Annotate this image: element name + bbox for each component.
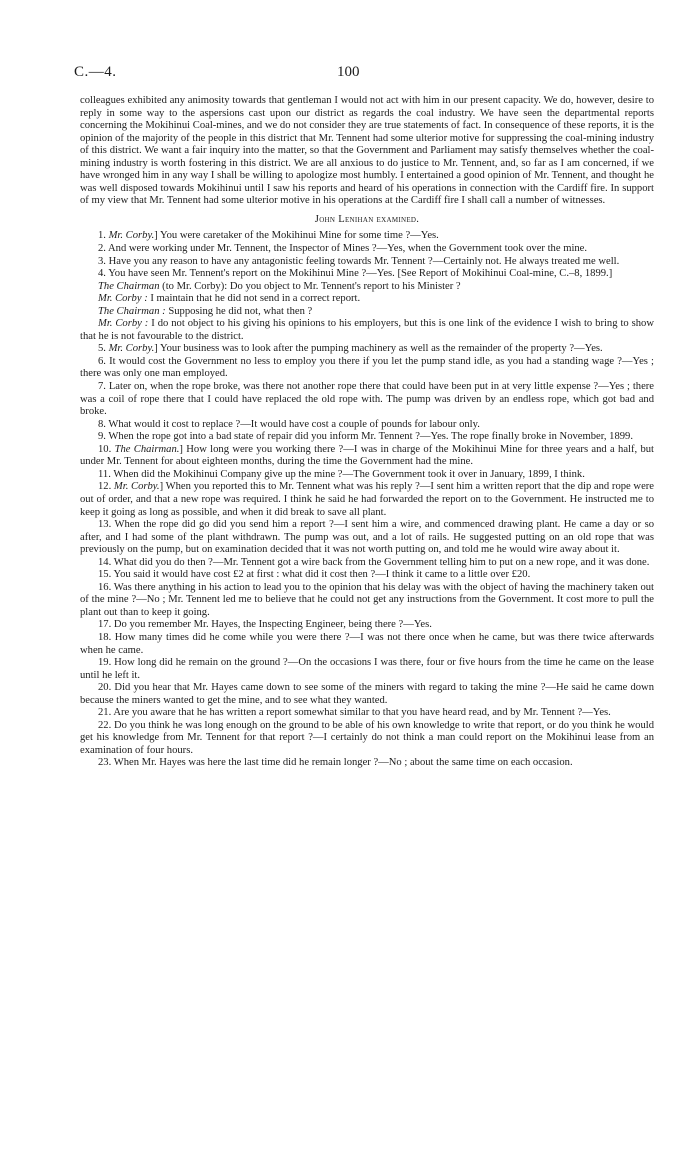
testimony-text: Are you aware that he has written a report somewhat similar to that you have heard read, and by Mr. Tennent ?—Yes. (113, 707, 611, 719)
intro-paragraph: colleagues exhibited any animosity towards that gentleman I would not act with him in our present capacity. We do, however, desire to reply in some way to the aspersions cast upon our district as regards the coal industry. We have seen the departmental reports concerning the Mokihinui Coal-mines, and we do not consider they are true statements of fact. In consequence of these reports, it is the opinion of the majority of the people in this district that Mr. Tennent had some ulterior motive for suppressing the coal-mining industry of this district. We want a fair inquiry into the matter, so that the Government and Parliament may satisfy themselves whether the coal-mining industry is worth fostering in this district. We are all anxious to do justice to Mr. Tennent, and, so far as I am concerned, if we have wronged him in any way I shall be willing to apologize most humbly. I entertained a good opinion of Mr. Tennent, and thought he was well disposed towards Mokihinui until I saw his reports and heard of his operations in connection with the Cardiff fire. In support of my view that Mr. Tennent had some ulterior motive in his operations at the Cardiff fire I shall call a number of witnesses. (80, 95, 654, 207)
testimony-paragraph (80, 469, 654, 482)
testimony-paragraph (80, 569, 654, 582)
testimony-paragraph (80, 356, 654, 381)
testimony-paragraph (80, 682, 654, 707)
question-number: 17. (98, 619, 114, 631)
question-number: 14. (98, 556, 114, 568)
testimony-paragraph (80, 582, 654, 620)
document-reference: C.—4. (74, 64, 117, 80)
testimony-text: What would it cost to replace ?—It would have cost a couple of pounds for labour only. (108, 418, 480, 430)
testimony-paragraph (80, 757, 654, 770)
testimony-list (80, 230, 654, 770)
testimony-text: Was there anything in his action to lead you to the opinion that his delay was with the object of having the machinery taken out of the mine ?—No ; Mr. Tennent led me to believe that he could not get any instructions from the Government. It cost more to pull the plant out than to keep it going. (80, 581, 654, 618)
testimony-text: ] When you reported this to Mr. Tennent what was his reply ?—I sent him a written report that the dip and rope were out of order, and that a new rope was required. I think he said he had forwarded the report on to the Government. He instructed me to keep it going as long as possible, and when it did break to save all plant. (80, 481, 654, 518)
question-number: 9. (98, 431, 109, 443)
testimony-paragraph (80, 707, 654, 720)
testimony-paragraph (80, 632, 654, 657)
testimony-text: You have seen Mr. Tennent's report on the Mokihinui Mine ?—Yes. [See Report of Mokihinui Coal-mine, C.–8, 1899.] (108, 268, 613, 280)
question-number: 13. (98, 519, 115, 531)
speaker-name: The Chairman : (98, 305, 166, 317)
question-number: 3. (98, 255, 109, 267)
testimony-paragraph (80, 256, 654, 269)
testimony-paragraph (80, 519, 654, 557)
question-number: 19. (98, 657, 115, 669)
testimony-paragraph (80, 444, 654, 469)
question-number: 22. (98, 719, 114, 731)
speaker-name: The Chairman. (114, 443, 180, 455)
testimony-paragraph (80, 481, 654, 519)
question-number: 11. (98, 468, 114, 480)
question-number: 4. (98, 268, 109, 280)
question-number: 1. (98, 230, 109, 242)
testimony-paragraph (80, 268, 654, 281)
question-number: 15. (98, 569, 114, 581)
testimony-text: How long did he remain on the ground ?—On the occasions I was there, four or five hours from the time he came on the lease until he left it. (80, 657, 655, 681)
document-body (80, 95, 654, 770)
testimony-text: Did you hear that Mr. Hayes came down to see some of the miners with regard to taking the mine ?—He said he came down because the miners wanted to get the mine, and to see what they wanted. (80, 682, 655, 706)
question-number: 8. (98, 418, 109, 430)
question-number: 20. (98, 682, 115, 694)
speaker-name: Mr. Corby : (98, 318, 149, 330)
question-number: 18. (98, 631, 115, 643)
testimony-text: Supposing he did not, what then ? (165, 305, 313, 317)
question-number: 2. (98, 243, 109, 255)
question-number: 12. (98, 481, 114, 493)
testimony-paragraph (80, 306, 654, 319)
testimony-paragraph (80, 381, 654, 419)
testimony-paragraph (80, 318, 654, 343)
testimony-text: Do you remember Mr. Hayes, the Inspecting Engineer, being there ?—Yes. (113, 619, 432, 631)
testimony-text: And were working under Mr. Tennent, the Inspector of Mines ?—Yes, when the Government took over the mine. (108, 243, 588, 255)
testimony-paragraph (80, 243, 654, 256)
testimony-text: ] You were caretaker of the Mokihinui Mine for some time ?—Yes. (154, 230, 439, 242)
testimony-text: I do not object to his giving his opinions to his employers, but this is one link of the evidence I wish to bring to show that he is not favourable to the district. (80, 318, 654, 342)
testimony-text: How many times did he come while you were there ?—I was not there once when he came, but was there twice afterwards when he came. (80, 631, 654, 656)
testimony-text: Later on, when the rope broke, was there not another rope there that could have been put in at very little expense ?—Yes ; there was a coil of rope there that I could have replaced the old rope with. The pump was driven by an endless rope, which got bad and broke. (80, 381, 654, 418)
question-number: 10. (98, 443, 115, 455)
testimony-paragraph (80, 419, 654, 432)
testimony-text: (to Mr. Corby): Do you object to Mr. Tennent's report to his Minister ? (159, 280, 461, 292)
question-number: 5. (98, 343, 109, 355)
testimony-text: When the rope did go did you send him a report ?—I sent him a wire, and commenced drawing plant. He came a day or so after, and I had some of the plant withdrawn. The pump was out, and a lot of rails. He suggested putting on an old rope that was previously on the pump, but on examination decided that it was not worth putting on, and told me he would wire away about it. (80, 519, 654, 556)
testimony-paragraph (80, 619, 654, 632)
testimony-text: ] How long were you working there ?—I was in charge of the Mokihinui Mine for three years and a half, but under Mr. Tennent for about eighteen months, during the time the Government had the mine. (80, 443, 654, 468)
testimony-paragraph (80, 293, 654, 306)
testimony-paragraph (80, 343, 654, 356)
speaker-name: Mr. Corby. (108, 343, 155, 355)
testimony-paragraph (80, 230, 654, 243)
speaker-name: Mr. Corby. (113, 481, 160, 493)
testimony-text: I maintain that he did not send in a correct report. (147, 293, 361, 305)
testimony-paragraph (80, 657, 654, 682)
question-number: 21. (98, 707, 114, 719)
testimony-text: It would cost the Government no less to employ you there if you let the pump stand idle, as you had a standing wage ?—Yes ; there was only one man employed. (80, 355, 654, 380)
testimony-paragraph (80, 720, 654, 758)
testimony-text: ] Your business was to look after the pumping machinery as well as the remainder of the property ?—Yes. (154, 343, 603, 355)
testimony-text: When Mr. Hayes was here the last time did he remain longer ?—No ; about the same time on each occasion. (113, 757, 573, 769)
page-number: 100 (337, 64, 360, 80)
speaker-name: Mr. Corby : (98, 293, 148, 305)
testimony-text: You said it would have cost £2 at first : what did it cost then ?—I think it came to a little over £20. (113, 569, 531, 581)
question-number: 7. (98, 381, 109, 393)
testimony-text: When did the Mokihinui Company give up the mine ?—The Government took it over in January, 1899, I think. (113, 468, 585, 480)
testimony-text: When the rope got into a bad state of repair did you inform Mr. Tennent ?—Yes. The rope finally broke in November, 1899. (108, 431, 633, 443)
question-number: 23. (98, 757, 114, 769)
testimony-paragraph (80, 281, 654, 294)
witness-heading: John Lenihan examined. (314, 213, 420, 225)
testimony-text: Have you any reason to have any antagonistic feeling towards Mr. Tennent ?—Certainly not. He always treated me well. (108, 255, 620, 267)
question-number: 6. (98, 355, 110, 367)
speaker-name: The Chairman (98, 280, 160, 292)
question-number: 16. (98, 581, 114, 593)
testimony-text: What did you do then ?—Mr. Tennent got a wire back from the Government telling him to put on a new rope, and it was done. (113, 556, 650, 568)
speaker-name: Mr. Corby. (108, 230, 155, 242)
testimony-paragraph (80, 431, 654, 444)
testimony-text: Do you think he was long enough on the ground to be able of his own knowledge to write that report, or do you think he would get his knowledge from Mr. Tennent for that report ?—I certainly do not think a man could report on the Mokihinui lease from an examination of four hours. (80, 719, 654, 756)
testimony-paragraph (80, 557, 654, 570)
